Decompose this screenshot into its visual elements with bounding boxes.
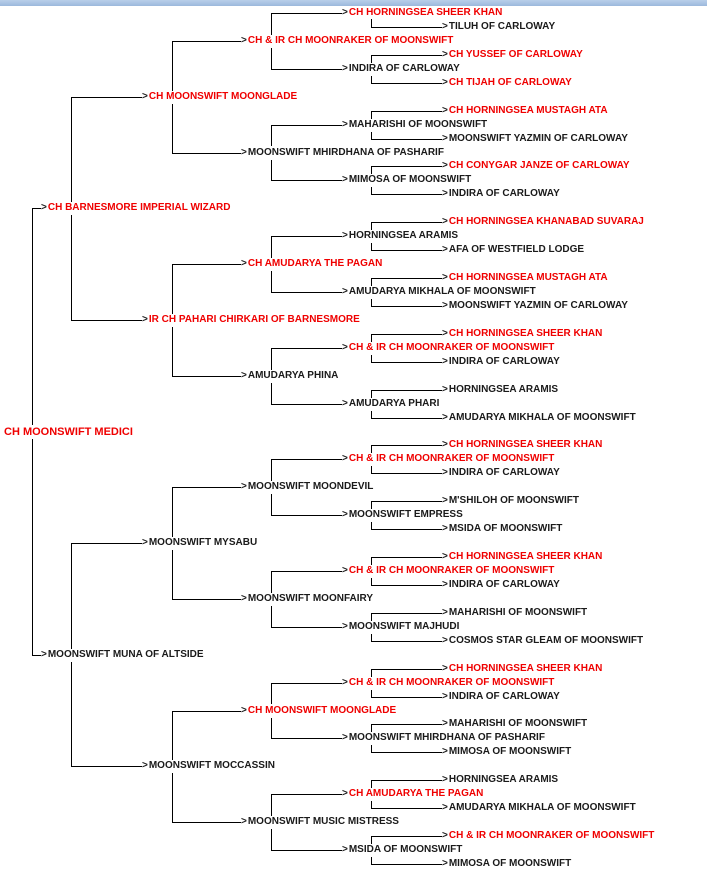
connector-line bbox=[371, 222, 372, 230]
arrowhead-icon: > bbox=[442, 216, 448, 228]
pedigree-node bbox=[241, 593, 373, 605]
dog-name: MSIDA OF MOONSWIFT bbox=[448, 523, 563, 535]
connector-line bbox=[71, 543, 72, 649]
pedigree-node bbox=[142, 537, 257, 549]
connector-line bbox=[371, 445, 372, 453]
dog-name: MOONSWIFT MOONDEVIL bbox=[247, 481, 374, 493]
arrowhead-icon: > bbox=[241, 146, 247, 158]
connector-line bbox=[371, 362, 443, 363]
pedigree-node bbox=[342, 677, 554, 689]
connector-line bbox=[371, 222, 443, 223]
pedigree-node bbox=[342, 509, 463, 521]
dog-name: CH AMUDARYA THE PAGAN bbox=[348, 788, 484, 800]
connector-line bbox=[371, 864, 443, 865]
connector-line bbox=[371, 752, 443, 753]
pedigree-node bbox=[442, 746, 571, 758]
connector-line bbox=[172, 41, 173, 91]
connector-line bbox=[371, 613, 372, 621]
dog-name: HORNINGSEA ARAMIS bbox=[348, 230, 459, 242]
dog-name: MSIDA OF MOONSWIFT bbox=[348, 844, 463, 855]
connector-line bbox=[371, 724, 443, 725]
connector-line bbox=[172, 264, 173, 314]
dog-name: MOONSWIFT YAZMIN OF CARLOWAY bbox=[448, 299, 628, 311]
arrowhead-icon: > bbox=[442, 160, 448, 172]
dog-name: CH MOONSWIFT MEDICI bbox=[4, 425, 133, 438]
pedigree-node bbox=[241, 816, 399, 828]
pedigree-node bbox=[442, 105, 608, 117]
arrowhead-icon: > bbox=[142, 537, 148, 549]
arrowhead-icon: > bbox=[442, 104, 448, 116]
connector-line bbox=[371, 585, 443, 586]
arrowhead-icon: > bbox=[342, 676, 348, 688]
connector-line bbox=[271, 571, 272, 593]
connector-line bbox=[271, 459, 343, 460]
pedigree-node bbox=[142, 91, 297, 103]
arrowhead-icon: > bbox=[142, 760, 148, 772]
dog-name: MOONSWIFT YAZMIN OF CARLOWAY bbox=[448, 132, 628, 144]
dog-name: MOONSWIFT MUNA OF ALTSIDE bbox=[47, 648, 204, 660]
connector-line bbox=[271, 829, 272, 851]
arrowhead-icon: > bbox=[442, 523, 448, 535]
arrowhead-icon: > bbox=[342, 509, 348, 521]
arrowhead-icon: > bbox=[241, 816, 247, 828]
connector-line bbox=[271, 160, 272, 182]
dog-name: CH MOONSWIFT MOONGLADE bbox=[247, 704, 397, 716]
pedigree-node bbox=[342, 732, 545, 744]
pedigree-node bbox=[241, 370, 338, 382]
pedigree-node bbox=[442, 244, 584, 256]
dog-name: AMUDARYA MIKHALA OF MOONSWIFT bbox=[448, 802, 636, 814]
connector-line bbox=[271, 236, 272, 258]
arrowhead-icon: > bbox=[342, 341, 348, 353]
pedigree-node bbox=[442, 495, 579, 507]
dog-name: CH & IR CH MOONRAKER OF MOONSWIFT bbox=[247, 34, 454, 46]
dog-name: CH HORNINGSEA SHEER KHAN bbox=[448, 327, 603, 339]
dog-name: INDIRA OF CARLOWAY bbox=[448, 355, 560, 367]
arrowhead-icon: > bbox=[442, 857, 448, 869]
connector-line bbox=[271, 850, 343, 851]
connector-line bbox=[271, 794, 343, 795]
connector-line bbox=[172, 711, 173, 761]
pedigree-node bbox=[241, 705, 396, 717]
pedigree-node bbox=[442, 467, 560, 479]
arrowhead-icon: > bbox=[142, 313, 148, 325]
connector-line bbox=[371, 780, 372, 788]
connector-line bbox=[371, 83, 443, 84]
connector-line bbox=[271, 718, 272, 740]
pedigree-node bbox=[241, 258, 382, 270]
dog-name: MOONSWIFT MOCCASSIN bbox=[148, 760, 275, 772]
dog-name: MOONSWIFT MYSABU bbox=[148, 537, 258, 549]
pedigree-node bbox=[342, 7, 502, 19]
connector-line bbox=[172, 153, 242, 154]
connector-line bbox=[271, 683, 343, 684]
connector-line bbox=[371, 529, 443, 530]
arrowhead-icon: > bbox=[442, 774, 448, 786]
connector-line bbox=[271, 515, 343, 516]
connector-line bbox=[271, 348, 272, 370]
connector-line bbox=[371, 613, 443, 614]
pedigree-node bbox=[442, 188, 560, 200]
arrowhead-icon: > bbox=[442, 132, 448, 144]
arrowhead-icon: > bbox=[442, 830, 448, 842]
connector-line bbox=[371, 166, 372, 174]
dog-name: MAHARISHI OF MOONSWIFT bbox=[448, 718, 588, 730]
pedigree-node bbox=[241, 147, 444, 159]
arrowhead-icon: > bbox=[41, 648, 47, 660]
connector-line bbox=[371, 250, 443, 251]
pedigree-node bbox=[342, 63, 460, 75]
pedigree-node bbox=[442, 607, 587, 619]
connector-line bbox=[371, 501, 372, 509]
arrowhead-icon: > bbox=[442, 439, 448, 451]
pedigree-node bbox=[342, 230, 458, 242]
connector-line bbox=[271, 48, 272, 70]
pedigree-node bbox=[442, 551, 602, 563]
connector-line bbox=[271, 292, 343, 293]
connector-line bbox=[371, 306, 443, 307]
dog-name: CH & IR CH MOONRAKER OF MOONSWIFT bbox=[348, 341, 555, 353]
arrowhead-icon: > bbox=[442, 355, 448, 367]
dog-name: INDIRA OF CARLOWAY bbox=[448, 578, 560, 590]
arrowhead-icon: > bbox=[342, 844, 348, 855]
pedigree-node bbox=[442, 718, 587, 730]
pedigree-root-node bbox=[4, 426, 133, 438]
connector-line bbox=[271, 794, 272, 816]
arrowhead-icon: > bbox=[442, 634, 448, 646]
pedigree-node bbox=[442, 412, 636, 424]
connector-line bbox=[71, 97, 72, 203]
arrowhead-icon: > bbox=[342, 286, 348, 297]
arrowhead-icon: > bbox=[241, 369, 247, 381]
arrowhead-icon: > bbox=[442, 662, 448, 674]
dog-name: INDIRA OF CARLOWAY bbox=[448, 467, 560, 479]
arrowhead-icon: > bbox=[442, 578, 448, 590]
connector-line bbox=[71, 97, 143, 98]
arrowhead-icon: > bbox=[442, 299, 448, 311]
pedigree-node bbox=[241, 35, 453, 47]
connector-line bbox=[172, 550, 173, 600]
pedigree-node bbox=[442, 21, 555, 33]
connector-line bbox=[172, 264, 242, 265]
pedigree-node bbox=[442, 77, 572, 89]
dog-name: CH HORNINGSEA SHEER KHAN bbox=[348, 7, 503, 18]
arrowhead-icon: > bbox=[442, 411, 448, 423]
dog-name: INDIRA OF CARLOWAY bbox=[448, 690, 560, 702]
connector-line bbox=[371, 669, 372, 677]
connector-line bbox=[271, 738, 343, 739]
dog-name: AMUDARYA PHINA bbox=[247, 369, 339, 381]
arrowhead-icon: > bbox=[342, 62, 348, 74]
dog-name: MIMOSA OF MOONSWIFT bbox=[448, 857, 572, 869]
connector-line bbox=[371, 390, 443, 391]
arrowhead-icon: > bbox=[442, 76, 448, 88]
connector-line bbox=[71, 766, 143, 767]
connector-line bbox=[271, 13, 343, 14]
connector-line bbox=[371, 473, 443, 474]
arrowhead-icon: > bbox=[342, 788, 348, 800]
connector-line bbox=[271, 683, 272, 705]
pedigree-node bbox=[442, 272, 608, 284]
connector-line bbox=[172, 599, 242, 600]
connector-line bbox=[271, 69, 343, 70]
dog-name: MAHARISHI OF MOONSWIFT bbox=[448, 606, 588, 618]
pedigree-node bbox=[442, 439, 602, 451]
connector-line bbox=[371, 278, 372, 286]
arrowhead-icon: > bbox=[442, 272, 448, 284]
dog-name: CH HORNINGSEA SHEER KHAN bbox=[448, 662, 603, 674]
connector-line bbox=[71, 320, 143, 321]
dog-name: CH MOONSWIFT MOONGLADE bbox=[148, 90, 298, 102]
arrowhead-icon: > bbox=[442, 551, 448, 563]
dog-name: CH AMUDARYA THE PAGAN bbox=[247, 258, 383, 270]
dog-name: CH CONYGAR JANZE OF CARLOWAY bbox=[448, 160, 630, 172]
pedigree-node bbox=[442, 384, 558, 396]
dog-name: AMUDARYA PHARI bbox=[348, 397, 440, 409]
dog-name: IR CH PAHARI CHIRKARI OF BARNESMORE bbox=[148, 313, 360, 325]
pedigree-node bbox=[442, 635, 643, 647]
pedigree-node bbox=[342, 119, 487, 131]
dog-name: MOONSWIFT MAJHUDI bbox=[348, 620, 460, 632]
connector-line bbox=[172, 822, 242, 823]
connector-line bbox=[371, 501, 443, 502]
dog-name: MIMOSA OF MOONSWIFT bbox=[348, 174, 472, 186]
pedigree-node bbox=[442, 774, 558, 786]
arrowhead-icon: > bbox=[442, 495, 448, 507]
dog-name: CH & IR CH MOONRAKER OF MOONSWIFT bbox=[448, 830, 655, 842]
pedigree-node bbox=[442, 858, 571, 870]
arrowhead-icon: > bbox=[442, 20, 448, 32]
arrowhead-icon: > bbox=[442, 327, 448, 339]
arrowhead-icon: > bbox=[142, 90, 148, 102]
connector-line bbox=[271, 13, 272, 35]
pedigree-node bbox=[442, 663, 602, 675]
connector-line bbox=[371, 55, 372, 63]
arrowhead-icon: > bbox=[442, 188, 448, 200]
dog-name: CH HORNINGSEA MUSTAGH ATA bbox=[448, 272, 608, 284]
connector-line bbox=[371, 111, 372, 119]
dog-name: INDIRA OF CARLOWAY bbox=[348, 62, 460, 74]
connector-line bbox=[271, 459, 272, 481]
dog-name: MOONSWIFT MUSIC MISTRESS bbox=[247, 816, 399, 828]
connector-line bbox=[32, 439, 33, 656]
connector-line bbox=[271, 571, 343, 572]
connector-line bbox=[371, 278, 443, 279]
dog-name: MOONSWIFT EMPRESS bbox=[348, 509, 463, 521]
dog-name: CH TIJAH OF CARLOWAY bbox=[448, 76, 572, 88]
pedigree-node bbox=[442, 802, 636, 814]
arrowhead-icon: > bbox=[442, 746, 448, 758]
connector-line bbox=[271, 125, 343, 126]
connector-line bbox=[271, 606, 272, 628]
pedigree-node bbox=[342, 174, 471, 186]
connector-line bbox=[271, 271, 272, 293]
pedigree-node bbox=[342, 788, 483, 800]
dog-name: CH & IR CH MOONRAKER OF MOONSWIFT bbox=[348, 565, 555, 576]
connector-line bbox=[371, 139, 443, 140]
connector-line bbox=[371, 111, 443, 112]
pedigree-node bbox=[41, 202, 230, 214]
connector-line bbox=[172, 327, 173, 377]
dog-name: HORNINGSEA ARAMIS bbox=[448, 774, 559, 786]
connector-line bbox=[271, 180, 343, 181]
dog-name: M'SHILOH OF MOONSWIFT bbox=[448, 495, 579, 507]
connector-line bbox=[271, 627, 343, 628]
dog-name: CH HORNINGSEA SHEER KHAN bbox=[448, 551, 603, 563]
pedigree-node bbox=[442, 216, 644, 228]
arrowhead-icon: > bbox=[342, 397, 348, 409]
arrowhead-icon: > bbox=[442, 802, 448, 814]
connector-line bbox=[371, 166, 443, 167]
connector-line bbox=[271, 236, 343, 237]
arrowhead-icon: > bbox=[442, 383, 448, 395]
connector-line bbox=[271, 125, 272, 147]
pedigree-node bbox=[41, 649, 204, 661]
dog-name: CH HORNINGSEA SHEER KHAN bbox=[448, 439, 603, 451]
connector-line bbox=[371, 445, 443, 446]
arrowhead-icon: > bbox=[241, 592, 247, 604]
arrowhead-icon: > bbox=[41, 202, 47, 214]
connector-line bbox=[371, 334, 372, 342]
dog-name: AMUDARYA MIKHALA OF MOONSWIFT bbox=[448, 411, 636, 423]
pedigree-node bbox=[442, 356, 560, 368]
arrowhead-icon: > bbox=[342, 230, 348, 242]
connector-line bbox=[71, 662, 72, 768]
pedigree-node bbox=[442, 523, 562, 535]
connector-line bbox=[271, 383, 272, 405]
connector-line bbox=[172, 487, 173, 537]
arrowhead-icon: > bbox=[342, 453, 348, 465]
dog-name: CH BARNESMORE IMPERIAL WIZARD bbox=[47, 202, 231, 214]
arrowhead-icon: > bbox=[442, 467, 448, 479]
dog-name: CH & IR CH MOONRAKER OF MOONSWIFT bbox=[348, 453, 555, 465]
connector-line bbox=[371, 390, 372, 398]
connector-line bbox=[371, 669, 443, 670]
pedigree-node bbox=[342, 621, 459, 633]
dog-name: MIMOSA OF MOONSWIFT bbox=[448, 746, 572, 758]
pedigree-node bbox=[241, 481, 373, 493]
arrowhead-icon: > bbox=[442, 690, 448, 702]
arrowhead-icon: > bbox=[241, 34, 247, 46]
connector-line bbox=[371, 780, 443, 781]
connector-line bbox=[371, 418, 443, 419]
pedigree-node bbox=[442, 133, 628, 145]
dog-name: CH & IR CH MOONRAKER OF MOONSWIFT bbox=[348, 676, 555, 688]
connector-line bbox=[271, 348, 343, 349]
dog-name: MOONSWIFT MHIRDHANA OF PASHARIF bbox=[348, 732, 545, 744]
dog-name: MAHARISHI OF MOONSWIFT bbox=[348, 118, 488, 130]
arrowhead-icon: > bbox=[342, 174, 348, 186]
connector-line bbox=[172, 41, 242, 42]
dog-name: AFA OF WESTFIELD LODGE bbox=[448, 244, 585, 256]
connector-line bbox=[371, 557, 443, 558]
arrowhead-icon: > bbox=[442, 606, 448, 618]
dog-name: INDIRA OF CARLOWAY bbox=[448, 188, 560, 200]
connector-line bbox=[371, 724, 372, 732]
pedigree-node bbox=[442, 579, 560, 591]
arrowhead-icon: > bbox=[342, 732, 348, 744]
dog-name: COSMOS STAR GLEAM OF MOONSWIFT bbox=[448, 634, 644, 646]
arrowhead-icon: > bbox=[241, 258, 247, 270]
arrowhead-icon: > bbox=[241, 704, 247, 716]
arrowhead-icon: > bbox=[442, 48, 448, 60]
connector-line bbox=[172, 487, 242, 488]
connector-line bbox=[371, 697, 443, 698]
dog-name: HORNINGSEA ARAMIS bbox=[448, 383, 559, 395]
connector-line bbox=[172, 773, 173, 823]
pedigree-node bbox=[442, 328, 602, 340]
pedigree-node bbox=[442, 691, 560, 703]
connector-line bbox=[172, 376, 242, 377]
dog-name: MOONSWIFT MOONFAIRY bbox=[247, 592, 374, 604]
pedigree-node bbox=[342, 453, 554, 465]
connector-line bbox=[32, 208, 33, 425]
arrowhead-icon: > bbox=[442, 244, 448, 256]
connector-line bbox=[371, 836, 372, 844]
dog-name: CH HORNINGSEA MUSTAGH ATA bbox=[448, 104, 608, 116]
connector-line bbox=[371, 836, 443, 837]
connector-line bbox=[271, 404, 343, 405]
arrowhead-icon: > bbox=[342, 565, 348, 576]
connector-line bbox=[371, 194, 443, 195]
pedigree-node bbox=[342, 844, 462, 856]
pedigree-node bbox=[342, 286, 536, 298]
dog-name: TILUH OF CARLOWAY bbox=[448, 20, 556, 32]
pedigree-node bbox=[442, 300, 628, 312]
connector-line bbox=[371, 27, 443, 28]
pedigree-node bbox=[142, 314, 360, 326]
dog-name: MOONSWIFT MHIRDHANA OF PASHARIF bbox=[247, 146, 444, 158]
dog-name: AMUDARYA MIKHALA OF MOONSWIFT bbox=[348, 286, 536, 297]
pedigree-node bbox=[442, 49, 583, 61]
arrowhead-icon: > bbox=[342, 7, 348, 18]
dog-name: CH YUSSEF OF CARLOWAY bbox=[448, 48, 583, 60]
connector-line bbox=[71, 215, 72, 321]
pedigree-node bbox=[342, 565, 554, 577]
window-top-border bbox=[0, 0, 707, 6]
connector-line bbox=[71, 543, 143, 544]
arrowhead-icon: > bbox=[442, 718, 448, 730]
arrowhead-icon: > bbox=[342, 118, 348, 130]
dog-name: CH HORNINGSEA KHANABAD SUVARAJ bbox=[448, 216, 644, 228]
pedigree-node bbox=[442, 830, 654, 842]
connector-line bbox=[172, 104, 173, 154]
connector-line bbox=[371, 808, 443, 809]
pedigree-node bbox=[142, 760, 275, 772]
pedigree-node bbox=[342, 398, 439, 410]
connector-line bbox=[271, 494, 272, 516]
pedigree-node bbox=[342, 342, 554, 354]
arrowhead-icon: > bbox=[241, 481, 247, 493]
arrowhead-icon: > bbox=[342, 620, 348, 632]
connector-line bbox=[371, 334, 443, 335]
connector-line bbox=[172, 711, 242, 712]
connector-line bbox=[371, 55, 443, 56]
connector-line bbox=[371, 641, 443, 642]
pedigree-node bbox=[442, 160, 630, 172]
connector-line bbox=[371, 557, 372, 565]
